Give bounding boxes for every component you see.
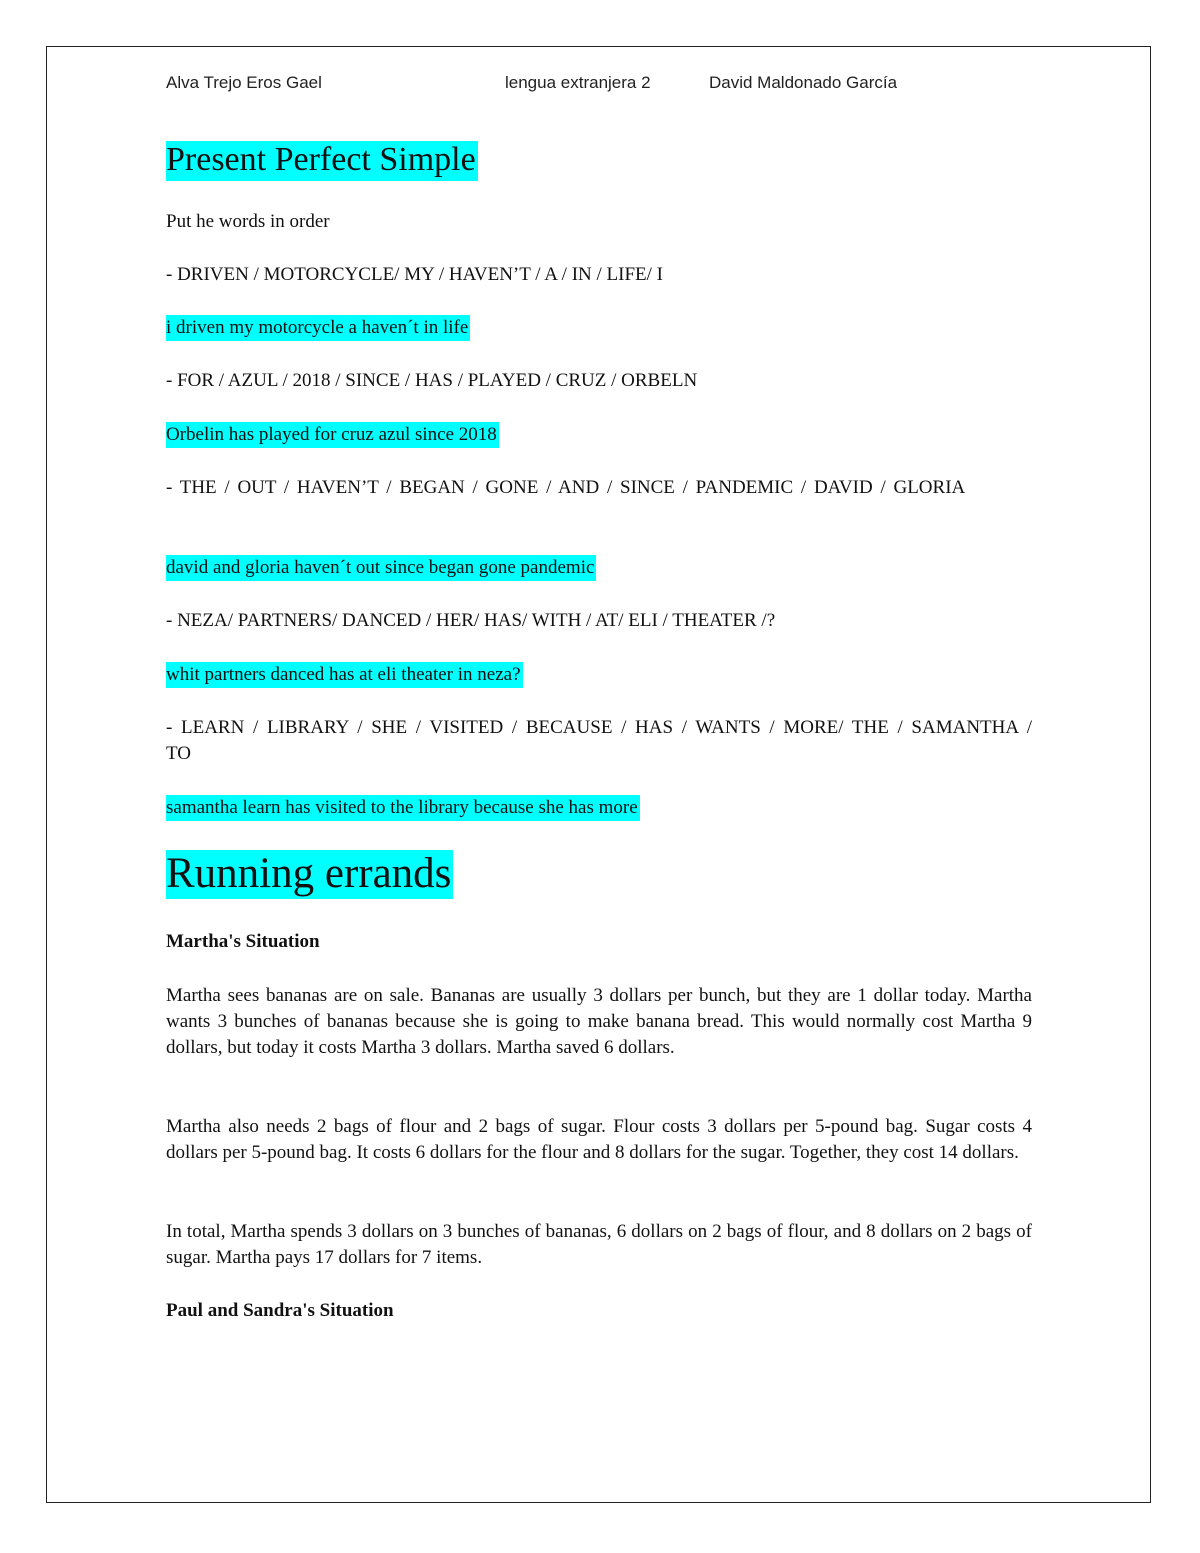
answer-4: whit partners danced has at eli theater in neza? [166, 662, 523, 688]
answer-4-row [166, 662, 1032, 688]
section-title-present-perfect [166, 139, 480, 181]
section-title-text: Present Perfect Simple [166, 141, 478, 181]
answer-2: Orbelin has played for cruz azul since 2018 [166, 422, 499, 448]
prompt-5: - LEARN / LIBRARY / SHE / VISITED / BECAUSE / HAS / WANTS / MORE/ THE / SAMANTHA / TO [166, 717, 1032, 764]
answer-1: i driven my motorcycle a haven´t in life [166, 315, 470, 341]
prompt-2: - FOR / AZUL / 2018 / SINCE / HAS / PLAYED / CRUZ / ORBELN [166, 370, 698, 391]
paragraph-3: In total, Martha spends 3 dollars on 3 bunches of bananas, 6 dollars on 2 bags of flour, and 8 dollars on 2 bags of sugar. Martha pays 17 dollars for 7 items. [166, 1221, 1032, 1268]
answer-1-row [166, 315, 1032, 341]
answer-3-row [166, 555, 1032, 581]
header-subject: lengua extranjera 2 [505, 73, 651, 92]
header-teacher: David Maldonado García [709, 73, 898, 92]
section-title-running-errands [166, 847, 453, 901]
prompt-4: - NEZA/ PARTNERS/ DANCED / HER/ HAS/ WITH / AT/ ELI / THEATER /? [166, 610, 776, 631]
paragraph-2: Martha also needs 2 bags of flour and 2 bags of sugar. Flour costs 3 dollars per 5-pound bag. Sugar costs 4 dollars per 5-pound bag. It costs 6 dollars for the flour and 8 dollars for the sugar. Together, they cost 14 dollars. [166, 1116, 1032, 1163]
answer-2-row [166, 422, 1032, 448]
subtitle-paul-sandra-situation: Paul and Sandra's Situation [166, 1300, 394, 1321]
answer-3: david and gloria haven´t out since began gone pandemic [166, 555, 596, 581]
section-title-text-2: Running errands [166, 850, 452, 897]
instruction: Put he words in order [166, 211, 330, 232]
prompt-3: - THE / OUT / HAVEN’T / BEGAN / GONE / AND / SINCE / PANDEMIC / DAVID / GLORIA [166, 477, 966, 498]
subtitle-marthas-situation: Martha's Situation [166, 931, 320, 952]
answer-5: samantha learn has visited to the library because she has more [166, 795, 640, 821]
prompt-1: - DRIVEN / MOTORCYCLE/ MY / HAVEN’T / A / IN / LIFE/ I [166, 264, 663, 285]
answer-5-row [166, 795, 1032, 821]
header-student-name: Alva Trejo Eros Gael [166, 73, 322, 92]
paragraph-1: Martha sees bananas are on sale. Bananas are usually 3 dollars per bunch, but they are 1 dollar today. Martha wants 3 bunches of bananas because she is going to make banana bread. This would normally cost Martha 9 dollars, but today it costs Martha 3 dollars. Martha saved 6 dollars. [166, 985, 1032, 1058]
